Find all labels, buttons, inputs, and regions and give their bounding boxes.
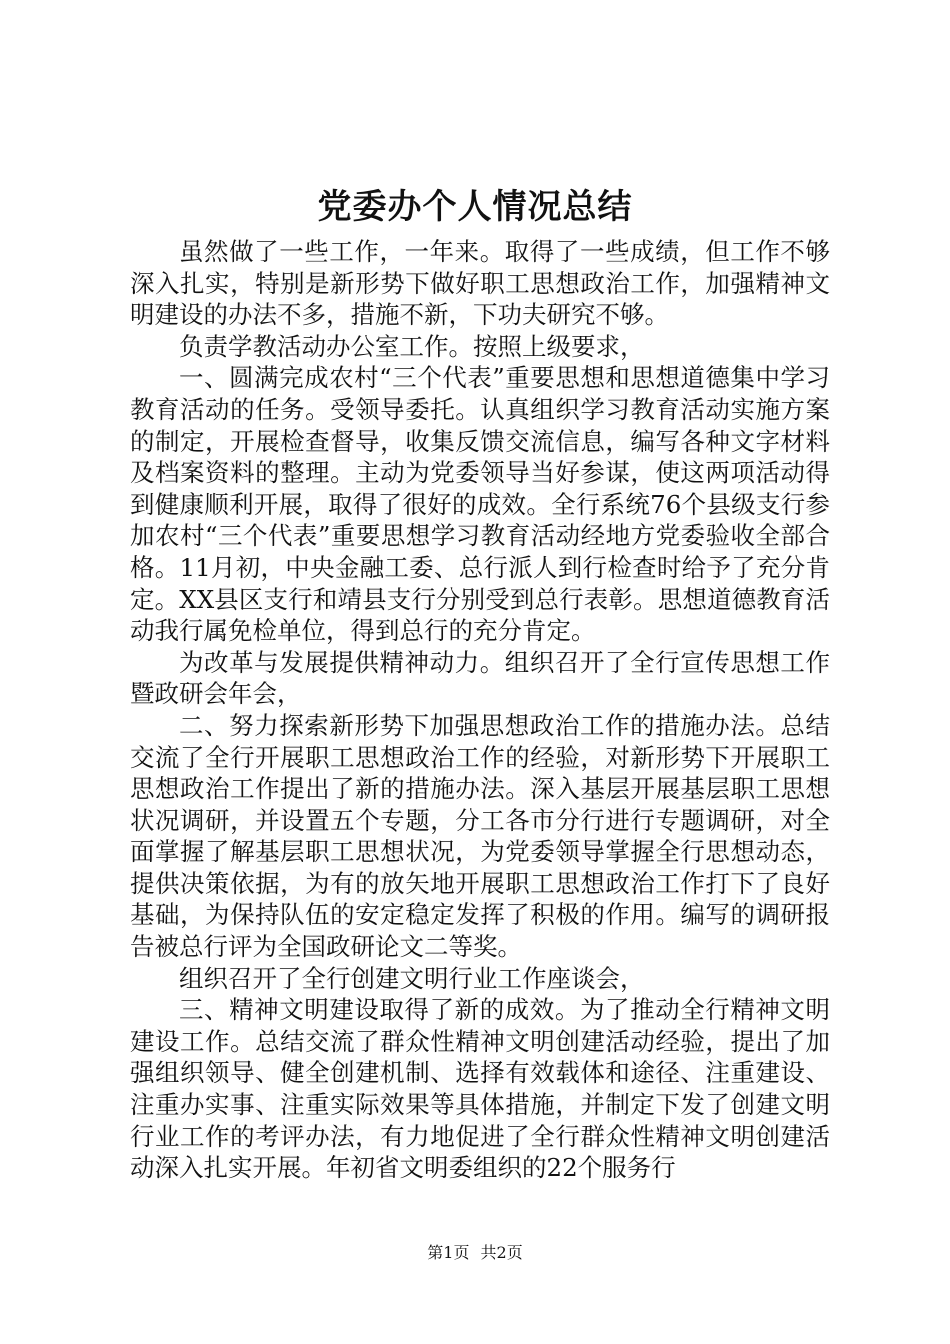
document-body [130, 236, 830, 1184]
paragraph: 三、精神文明建设取得了新的成效。为了推动全行精神文明建设工作。总结交流了群众性精神文明创建活动经验，提出了加强组织领导、健全创建机制、选择有效载体和途径、注重建设、注重办实事、注重实际效果等具体措施，并制定下发了创建文明行业工作的考评办法，有力地促进了全行群众性精神文明创建活动深入扎实开展。年初省文明委组织的22个服务行 [130, 995, 830, 1183]
document-title: 党委办个人情况总结 [317, 187, 633, 227]
paragraph: 一、圆满完成农村“三个代表”重要思想和思想道德集中学习教育活动的任务。受领导委托。认真组织学习教育活动实施方案的制定，开展检查督导，收集反馈交流信息，编写各种文字材料及档案资料的整理。主动为党委领导当好参谋，使这两项活动得到健康顺利开展，取得了很好的成效。全行系统76个县级支行参加农村“三个代表”重要思想学习教育活动经地方党委验收全部合格。11月初，中央金融工委、总行派人到行检查时给予了充分肯定。XX县区支行和靖县支行分别受到总行表彰。思想道德教育活动我行属免检单位，得到总行的充分肯定。 [130, 363, 830, 646]
paragraph: 组织召开了全行创建文明行业工作座谈会， [179, 963, 645, 993]
page-number: 第1页 [427, 1243, 470, 1262]
paragraph: 为改革与发展提供精神动力。组织召开了全行宣传思想工作暨政研会年会， [130, 647, 830, 709]
paragraph: 二、努力探索新形势下加强思想政治工作的措施办法。总结交流了全行开展职工思想政治工作的经验，对新形势下开展职工思想政治工作提出了新的措施办法。深入基层开展基层职工思想状况调研，并设置五个专题，分工各市分行进行专题调研，对全面掌握了解基层职工思想状况，为党委领导掌握全行思想动态，提供决策依据，为有的放矢地开展职工思想政治工作打下了良好基础，为保持队伍的安定稳定发挥了积极的作用。编写的调研报告被总行评为全国政研论文二等奖。 [130, 710, 830, 962]
paragraph: 虽然做了一些工作，一年来。取得了一些成绩，但工作不够深入扎实，特别是新形势下做好职工思想政治工作，加强精神文明建设的办法不多，措施不新，下功夫研究不够。 [130, 237, 830, 330]
page-footer [0, 1242, 950, 1264]
page-total: 共2页 [480, 1243, 523, 1262]
paragraph: 负责学教活动办公室工作。按照上级要求， [179, 331, 645, 361]
